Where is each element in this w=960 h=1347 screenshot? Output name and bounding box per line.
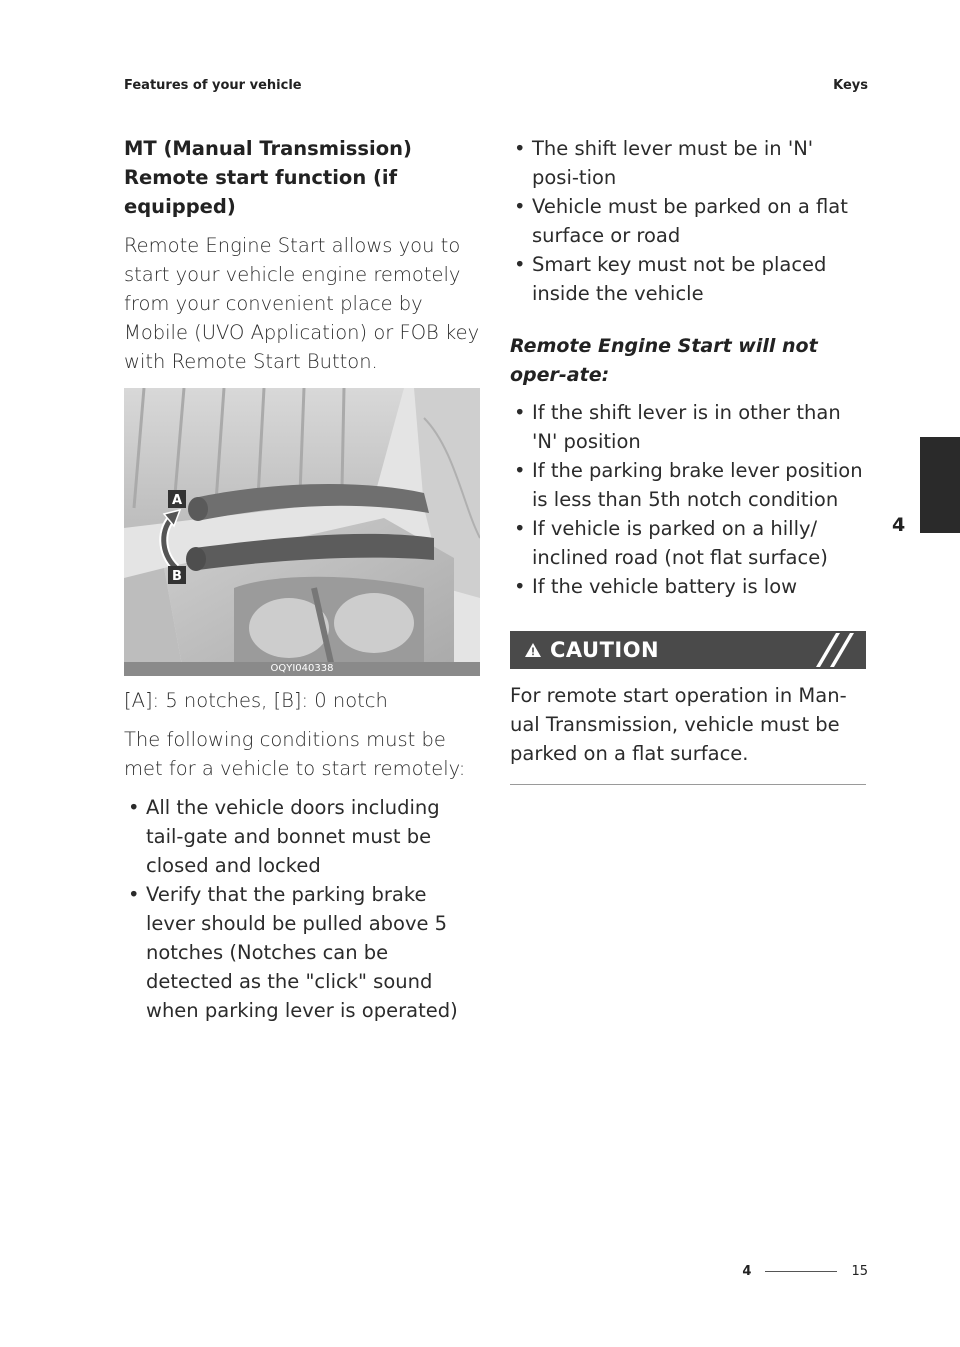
list-item bbox=[124, 793, 480, 880]
left-column bbox=[124, 134, 480, 1025]
bullet-icon: • bbox=[514, 401, 526, 424]
list-item-text: All the vehicle doors including tail-gate and bonnet must be closed and locked bbox=[146, 796, 440, 877]
section-title: MT (Manual Transmission) Remote start function (if equipped) bbox=[124, 137, 412, 218]
figure-caption: [A]: 5 notches, [B]: 0 notch bbox=[124, 689, 388, 712]
list-item-text: If the shift lever is in other than 'N' position bbox=[532, 401, 841, 453]
list-item-text: Smart key must not be placed inside the vehicle bbox=[532, 253, 827, 305]
bullet-icon: • bbox=[514, 253, 526, 276]
list-item-text: The shift lever must be in 'N' posi-tion bbox=[532, 137, 814, 189]
bullet-icon: • bbox=[514, 137, 526, 160]
list-item bbox=[510, 134, 866, 192]
figure-label-b: B bbox=[172, 569, 182, 584]
conditions-intro: The following conditions must be met for a vehicle to start remotely: bbox=[124, 728, 466, 780]
caution-label: CAUTION bbox=[550, 638, 660, 662]
figure-code: OQYI040338 bbox=[124, 662, 480, 676]
not-operate-list bbox=[510, 398, 866, 601]
list-item-text: Vehicle must be parked on a flat surface or road bbox=[532, 195, 848, 247]
parking-brake-figure bbox=[124, 388, 480, 676]
page-number: 15 bbox=[851, 1264, 868, 1279]
list-item bbox=[510, 250, 866, 308]
running-header-chapter: Keys bbox=[833, 78, 868, 93]
parking-brake-illustration bbox=[124, 388, 480, 676]
conditions-list-continued bbox=[510, 134, 866, 308]
intro-paragraph: Remote Engine Start allows you to start your vehicle engine remotely from your convenient place by Mobile (UVO Application) or FOB key with Remote Start Button. bbox=[124, 234, 480, 373]
caution-divider bbox=[510, 784, 866, 785]
list-item bbox=[124, 880, 480, 1025]
list-item bbox=[510, 398, 866, 456]
list-item-text: If vehicle is parked on a hilly/ inclined road (not flat surface) bbox=[532, 517, 828, 569]
bullet-icon: • bbox=[128, 883, 140, 906]
list-item-text: If the vehicle battery is low bbox=[532, 575, 798, 598]
list-item bbox=[510, 456, 866, 514]
list-item bbox=[510, 192, 866, 250]
list-item-text: Verify that the parking brake lever should be pulled above 5 notches (Notches can be detected as the "click" sound when parking lever is operated) bbox=[146, 883, 458, 1022]
bullet-icon: • bbox=[514, 459, 526, 482]
footer-divider bbox=[765, 1271, 837, 1272]
running-header-section: Features of your vehicle bbox=[124, 78, 302, 93]
bullet-icon: • bbox=[128, 796, 140, 819]
caution-stripes-icon bbox=[806, 631, 856, 669]
bullet-icon: • bbox=[514, 195, 526, 218]
not-operate-title: Remote Engine Start will not oper-ate: bbox=[510, 335, 818, 386]
bullet-icon: • bbox=[514, 575, 526, 598]
conditions-list bbox=[124, 793, 480, 1025]
figure-label-a: A bbox=[171, 493, 183, 508]
caution-text: For remote start operation in Man-ual Transmission, vehicle must be parked on a flat surface. bbox=[510, 684, 847, 765]
chapter-thumb-number: 4 bbox=[892, 514, 906, 536]
bullet-icon: • bbox=[514, 517, 526, 540]
footer-section-number: 4 bbox=[742, 1264, 752, 1279]
list-item bbox=[510, 514, 866, 572]
list-item-text: If the parking brake lever position is less than 5th notch condition bbox=[532, 459, 863, 511]
list-item bbox=[510, 572, 866, 601]
page-footer bbox=[742, 1264, 868, 1279]
caution-header bbox=[510, 631, 866, 669]
right-column bbox=[510, 134, 866, 785]
chapter-thumb-tab bbox=[920, 437, 960, 533]
warning-triangle-icon bbox=[524, 642, 542, 658]
